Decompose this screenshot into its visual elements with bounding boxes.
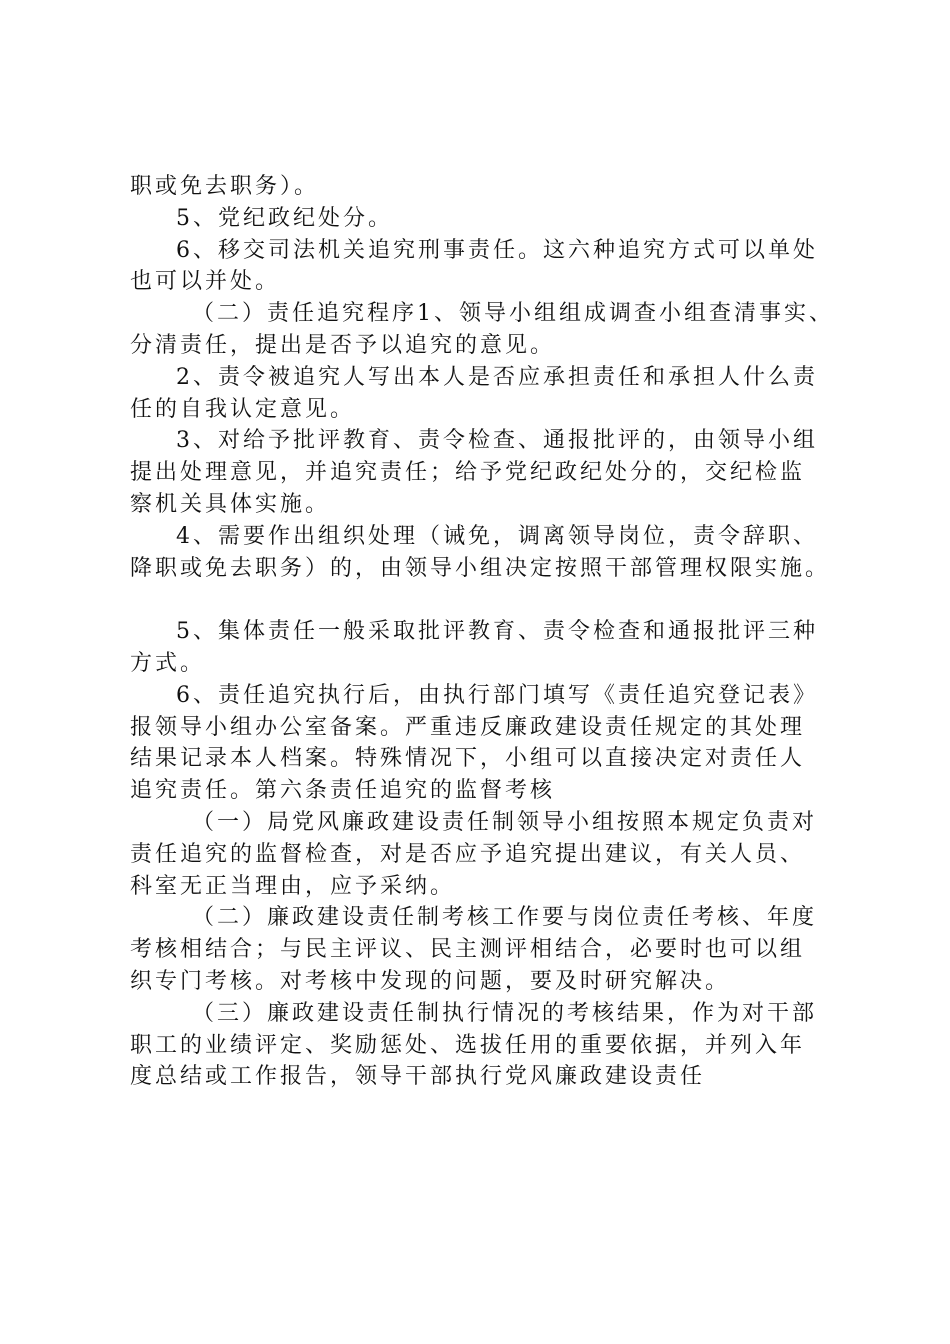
text-line: 6、移交司法机关追究刑事责任。这六种追究方式可以单处 <box>176 237 818 263</box>
text-line: 3、对给予批评教育、责令检查、通报批评的，由领导小组 <box>176 428 818 454</box>
text-line: 科室无正当理由，应予采纳。 <box>130 873 456 899</box>
text-line: 分清责任，提出是否予以追究的意见。 <box>130 332 556 358</box>
text-line: （二）廉政建设责任制考核工作要与岗位责任考核、年度 <box>192 905 818 931</box>
text-line: 职或免去职务）。 <box>130 174 320 199</box>
text-line: 织专门考核。对考核中发现的问题，要及时研究解决。 <box>130 968 731 994</box>
text-line: 方式。 <box>130 650 206 676</box>
text-line: 任的自我认定意见。 <box>130 396 356 422</box>
text-line: （二）责任追究程序1、领导小组组成调查小组查清事实、 <box>192 301 834 327</box>
text-line: 度总结或工作报告，领导干部执行党风廉政建设责任 <box>130 1064 706 1090</box>
document-body <box>130 171 850 1093</box>
blank-line <box>130 584 850 616</box>
text-line: 5、集体责任一般采取批评教育、责令检查和通报批评三种 <box>176 619 818 645</box>
text-line: 追究责任。第六条责任追究的监督考核 <box>130 778 556 804</box>
text-line: 降职或免去职务）的，由领导小组决定按照干部管理权限实施。 <box>130 555 831 581</box>
text-line: 职工的业绩评定、奖励惩处、选拔任用的重要依据，并列入年 <box>130 1032 806 1058</box>
text-line: 提出处理意见，并追究责任；给予党纪政纪处分的，交纪检监 <box>130 460 806 486</box>
text-line: （三）廉政建设责任制执行情况的考核结果，作为对干部 <box>192 1000 818 1026</box>
text-line: 报领导小组办公室备案。严重违反廉政建设责任规定的其处理 <box>130 714 806 740</box>
text-line: 察机关具体实施。 <box>130 491 331 517</box>
text-line: 考核相结合；与民主评议、民主测评相结合，必要时也可以组 <box>130 937 806 963</box>
text-line: 5、党纪政纪处分。 <box>176 205 393 231</box>
text-line: 结果记录本人档案。特殊情况下，小组可以直接决定对责任人 <box>130 746 806 772</box>
text-line: （一）局党风廉政建设责任制领导小组按照本规定负责对 <box>192 809 818 835</box>
text-line: 4、需要作出组织处理（诫免，调离领导岗位，责令辞职、 <box>176 523 818 549</box>
text-line: 也可以并处。 <box>130 269 281 295</box>
text-line: 责任追究的监督检查，对是否应予追究提出建议，有关人员、 <box>130 841 806 867</box>
text-line: 2、责令被追究人写出本人是否应承担责任和承担人什么责 <box>176 364 818 390</box>
text-line: 6、责任追究执行后，由执行部门填写《责任追究登记表》 <box>176 682 818 708</box>
